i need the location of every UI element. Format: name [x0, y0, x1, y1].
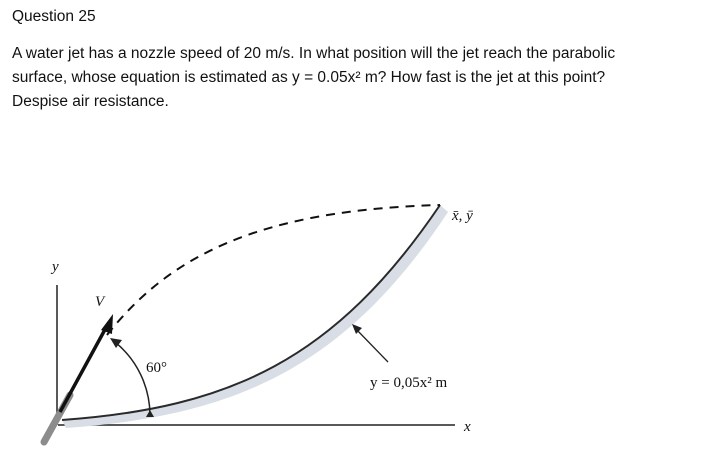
velocity-label: V [95, 294, 105, 310]
axis-x-label: x [464, 419, 471, 435]
equation-pointer-arrowhead-icon [352, 324, 362, 334]
angle-arc [115, 342, 150, 415]
velocity-vector [60, 324, 108, 412]
axis-y-label: y [52, 259, 59, 275]
question-line-2: surface, whose equation is estimated as y = 0.05x² m? How fast is the jet at this point? [12, 69, 606, 86]
angle-label: 60° [146, 360, 167, 376]
parabolic-surface-shade [62, 205, 448, 428]
equation-label: y = 0,05x² m [370, 375, 448, 391]
question-line-3: Despise air resistance. [12, 93, 169, 110]
question-title: Question 25 [12, 8, 96, 25]
question-line-1: A water jet has a nozzle speed of 20 m/s. In what position will the jet reach the parabolic [12, 45, 616, 62]
point-label: x̄, ȳ [452, 208, 473, 224]
equation-pointer [355, 328, 388, 362]
